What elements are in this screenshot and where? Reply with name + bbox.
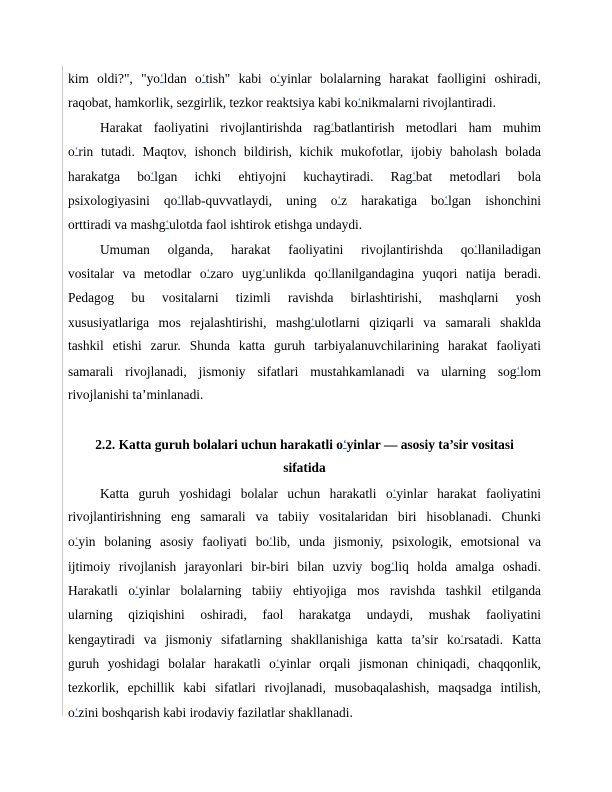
text-line: rivojlanishi ta’minlanadi.: [68, 387, 204, 403]
apostrophe-marker: ‘: [357, 96, 362, 109]
text-line: xususiyatlariga mos rejalashtirishi, mashg‘ulotlarni qiziqarli va samarali shaklda: [68, 314, 541, 330]
apostrophe-marker: ‘: [159, 72, 164, 84]
apostrophe-marker: ‘: [460, 632, 465, 645]
text-line: raqobat, hamkorlik, sezgirlik, tezkor reaktsiya kabi ko‘nikmalarni rivojlantiradi.: [68, 95, 496, 111]
apostrophe-marker: ‘: [276, 72, 281, 84]
text-line: Harakatli o‘yinlar bolalarning tabiiy ehtiyojiga mos ravishda tashkil etilganda: [68, 583, 542, 599]
apostrophe-marker: ‘: [135, 584, 139, 597]
paragraph: [68, 237, 541, 408]
text-line: o‘yin bolaning asosiy faoliyati bo‘lib, unda jismoniy, psixologik, emotsional va: [68, 534, 541, 550]
apostrophe-marker: ‘: [74, 145, 79, 158]
apostrophe-marker: ‘: [261, 267, 266, 280]
text-line: o‘rin tutadi. Maqtov, ishonch bildirish, kichik mukofotlar, ijobiy baholash bolada: [68, 144, 541, 160]
apostrophe-marker: ‘: [474, 242, 478, 255]
text-line: harakatga bo‘lgan ichki ehtiyojni kuchaytiradi. Rag‘bat metodlari bola: [68, 168, 541, 184]
apostrophe-marker: ‘: [206, 267, 211, 280]
heading-line: 2.2. Katta guruh bolalari uchun harakatli o‘yinlar — asosiy ta’sir vositasi: [95, 436, 514, 452]
body-section-1: [68, 66, 541, 407]
apostrophe-marker: ‘: [337, 193, 342, 206]
text-line: ijtimoiy rivojlanish jarayonlari bir-biri bilan uzviy bog‘liq holda amalga oshadi.: [68, 558, 541, 574]
text-line: Pedagog bu vositalarni tizimli ravishda birlashtirishi, mashqlarni yosh: [68, 289, 541, 305]
apostrophe-marker: ‘: [412, 169, 416, 182]
text-line: tezkorlik, epchillik kabi sifatlari rivojlanadi, musobaqalashish, maqsadga intilish,: [68, 679, 541, 695]
section-heading: [68, 432, 541, 481]
text-line: orttiradi va mashg‘ulotda faol ishtirok etishga undaydi.: [68, 217, 363, 233]
apostrophe-marker: ‘: [74, 535, 79, 548]
heading-line: sifatida: [283, 460, 326, 476]
text-line: ularning qiziqishini oshiradi, faol harakatga undaydi, mushak faoliyatini: [68, 606, 541, 622]
apostrophe-marker: ‘: [74, 706, 79, 719]
apostrophe-marker: ‘: [392, 486, 397, 499]
apostrophe-marker: ‘: [201, 72, 206, 84]
paragraph: [68, 115, 541, 237]
body-section-2: [68, 481, 541, 725]
apostrophe-marker: ‘: [269, 535, 273, 548]
apostrophe-marker: ‘: [390, 559, 395, 572]
apostrophe-marker: ‘: [150, 169, 155, 182]
paragraph: [68, 66, 541, 115]
text-line: Umuman olganda, harakat faoliyatini rivojlantirishda qo‘llaniladigan: [100, 241, 541, 257]
apostrophe-marker: ‘: [516, 364, 521, 377]
text-line: guruh yoshidagi bolalar harakatli o‘yinlar orqali jismonan chiniqadi, chaqqonlik,: [68, 656, 542, 672]
text-line: samarali rivojlanadi, jismoniy sifatlari mustahkamlanadi va ularning sog‘lom: [68, 363, 541, 379]
paragraph: [68, 481, 541, 725]
apostrophe-marker: ‘: [342, 437, 347, 450]
margin-line: [62, 66, 63, 716]
text-line: rivojlantirishning eng samarali va tabiiy vositalaridan biri hisoblanadi. Chunki: [68, 509, 541, 525]
apostrophe-marker: ‘: [444, 193, 449, 206]
text-line: kengaytiradi va jismoniy sifatlarning shakllanishiga katta ta’sir ko‘rsatadi. Katta: [68, 631, 541, 647]
text-line: Katta guruh yoshidagi bolalar uchun harakatli o‘yinlar harakat faoliyatini: [100, 485, 541, 501]
document-page: [68, 66, 541, 725]
text-line: vositalar va metodlar o‘zaro uyg‘unlikda qo‘llanilgandagina yuqori natija beradi.: [68, 266, 541, 282]
text-line: o‘zini boshqarish kabi irodaviy fazilatlar shakllanadi.: [68, 705, 353, 721]
blank-line: [68, 407, 541, 431]
text-line: psixologiyasini qo‘llab-quvvatlaydi, uning o‘z harakatiga bo‘lgan ishonchini: [68, 192, 541, 208]
apostrophe-marker: ‘: [177, 193, 181, 206]
apostrophe-marker: ‘: [330, 120, 335, 133]
apostrophe-marker: ‘: [275, 657, 280, 670]
text-line: tashkil etishi zarur. Shunda katta guruh tarbiyalanuvchilarining harakat faoliyati: [68, 338, 541, 354]
text-line: Harakat faoliyatini rivojlantirishda rag‘batlantirish metodlari ham muhim: [100, 119, 541, 135]
apostrophe-marker: ‘: [327, 267, 332, 280]
apostrophe-marker: ‘: [310, 315, 315, 328]
text-line: kim oldi?", "yo‘ldan o‘tish" kabi o‘yinlar bolalarning harakat faolligini oshiradi,: [68, 71, 541, 86]
apostrophe-marker: ‘: [165, 218, 170, 231]
